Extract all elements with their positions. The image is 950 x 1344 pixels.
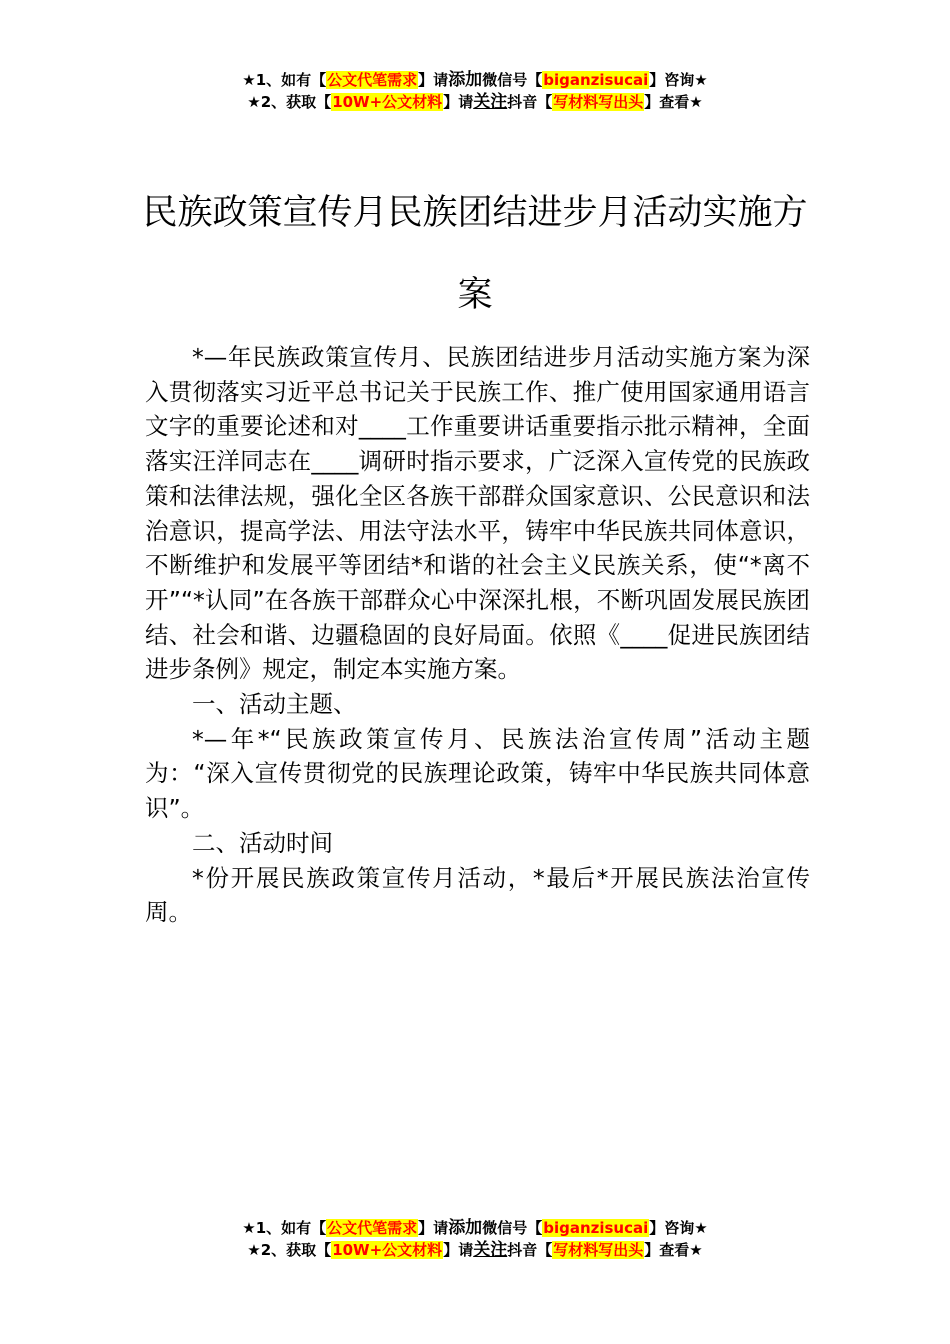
banner-line-1: ★1、如有【公文代笔需求】请添加微信号【biganzisucai】咨询★	[242, 1218, 708, 1238]
header-banner	[0, 69, 950, 113]
highlight-wechat-id: biganzisucai	[543, 1219, 649, 1237]
banner-line-1: ★1、如有【公文代笔需求】请添加微信号【biganzisucai】咨询★	[242, 70, 708, 90]
paragraph-time: *份开展民族政策宣传月活动，*最后*开展民族法治宣传周。	[145, 863, 810, 927]
highlight-wechat-id: biganzisucai	[543, 71, 649, 89]
section-heading-theme: 一、活动主题、	[192, 690, 357, 719]
highlight-douyin: 写材料写出头	[553, 1241, 644, 1259]
highlight-materials: 10W+公文材料	[332, 1241, 443, 1259]
highlight-service: 公文代笔需求	[327, 71, 418, 89]
footer-banner	[0, 1217, 950, 1261]
highlight-materials: 10W+公文材料	[332, 93, 443, 111]
highlight-douyin: 写材料写出头	[553, 93, 644, 111]
document-body	[145, 340, 810, 930]
banner-line-2: ★2、获取【10W+公文材料】请关注抖音【写材料写出头】查看★	[247, 1240, 703, 1260]
paragraph-theme: *—年*“民族政策宣传月、民族法治宣传周”活动主题为：“深入宣传贯彻党的民族理论政策，铸牢中华民族共同体意识”。	[145, 724, 810, 823]
section-heading-time: 二、活动时间	[192, 828, 333, 857]
banner-line-2: ★2、获取【10W+公文材料】请关注抖音【写材料写出头】查看★	[247, 92, 703, 112]
highlight-service: 公文代笔需求	[327, 1219, 418, 1237]
paragraph-intro: *—年民族政策宣传月、民族团结进步月活动实施方案为深入贯彻落实习近平总书记关于民族工作、推广使用国家通用语言文字的重要论述和对____工作重要讲话重要指示批示精神，全面落实汪洋同志在____调研时指示要求，广泛深入宣传党的民族政策和法律法规，强化全区各族干部群众国家意识、公民意识和法治意识，提高学法、用法守法水平，铸牢中华民族共同体意识，不断维护和发展平等团结*和谐的社会主义民族关系，使“*离不开”“*认同”在各族干部群众心中深深扎根，不断巩固发展民族团结、社会和谐、边疆稳固的良好局面。依照《____促进民族团结进步条例》规定，制定本实施方案。	[145, 343, 810, 684]
document-title: 民族政策宣传月民族团结进步月活动实施方案	[142, 193, 808, 315]
